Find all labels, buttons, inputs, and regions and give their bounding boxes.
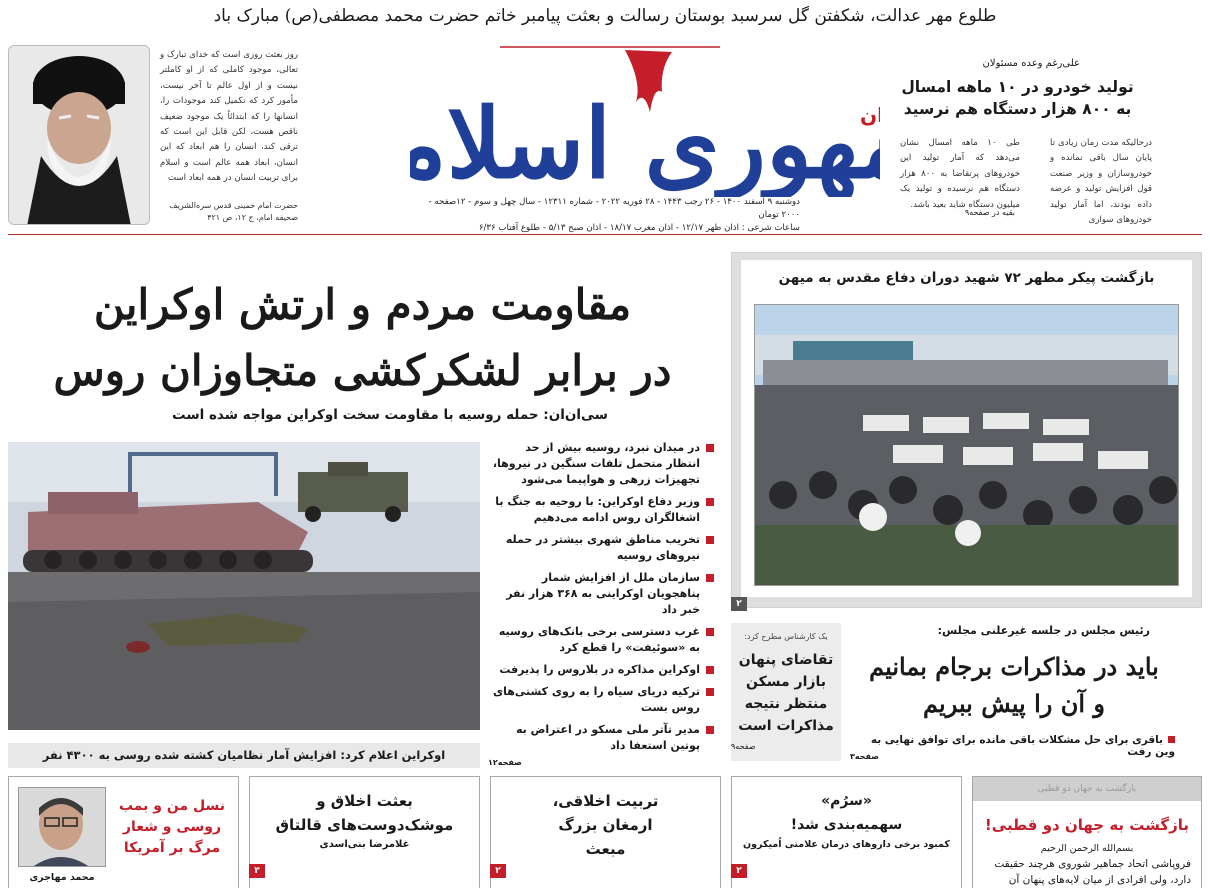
bullet-marker — [706, 666, 714, 674]
car-story-kicker: علی‌رغم وعده مسئولان — [982, 58, 1080, 69]
list-item[interactable]: تخریب مناطق شهری بیشتر در حمله نیروهای روسیه — [488, 532, 714, 564]
bullet-marker — [1168, 736, 1175, 743]
bethat-ethics-page-number: ۳ — [249, 864, 265, 878]
jcpoa-kicker: رئیس مجلس در جلسه غیرعلنی مجلس: — [937, 624, 1150, 637]
car-story-more: بقیه در صفحه۹ — [964, 208, 1015, 217]
list-item[interactable]: ترکیه دریای سیاه را به روی کشتی‌های روس بست — [488, 684, 714, 716]
funeral-photo — [754, 304, 1179, 586]
bipolar-world-text: فروپاشی اتحاد جماهیر شوروی هرچند حقیقت دارد، ولی افرادی از میان لایه‌های پنهان آن — [994, 858, 1191, 886]
bipolar-world-title: بازگشت به جهان دو قطبی! — [984, 816, 1190, 834]
jcpoa-headline: باید در مذاکرات برجام بمانیم و آن را پیش ببریم — [869, 652, 1159, 718]
housing-title: تقاضای پنهان بازار مسکن منتظر نتیجه مذاکرات است — [738, 652, 834, 734]
masthead-divider — [8, 234, 1202, 235]
pishkhan-label: ن — [860, 103, 878, 127]
bullet-marker — [706, 574, 714, 582]
car-story-title: تولید خودرو در ۱۰ ماهه امسال به ۸۰۰ هزار دستگاه هم نرسید — [901, 78, 1134, 118]
moral-education-page-number: ۲ — [490, 864, 506, 878]
moral-education-line2: ارمغان بزرگ — [558, 816, 653, 834]
war-photo — [8, 442, 480, 730]
bethat-ethics-author: غلامرضا بنی‌اسدی — [319, 839, 410, 850]
main-headline: مقاومت مردم و ارتش اوکراین در برابر لشکرکشی متجاوزان روس — [53, 280, 672, 395]
bullet-marker — [706, 444, 714, 452]
masthead-title: هوری اسلام — [410, 87, 860, 197]
issue-info — [410, 196, 800, 235]
jcpoa-page-ref: صفحه۳ — [850, 752, 879, 761]
bullet-marker — [706, 536, 714, 544]
main-story-bullets — [488, 440, 714, 760]
top-strap: طلوع مهر عدالت، شکفتن گل سرسبد بوستان رسالت و بعثت پیامبر خاتم حضرت محمد مصطفی(ص) مبارک باد — [213, 6, 997, 26]
imam-portrait-photo — [8, 45, 150, 225]
housing-kicker: یک کارشناس مطرح کرد: — [744, 632, 828, 641]
list-item[interactable]: وزیر دفاع اوکراین: با روحیه به جنگ با اشغالگران روس ادامه می‌دهیم — [488, 494, 714, 526]
my-generation-title: نسل من و بمب روسی و شعار مرگ بر آمریکا — [118, 798, 226, 856]
prayer-times-line: ساعات شرعی : اذان ظهر ۱۲/۱۷ - اذان مغرب ۱۸/۱۷ - اذان صبح ۵/۱۳ - طلوع آفتاب ۶/۳۶ — [478, 223, 800, 233]
serum-sub: کمبود برخی داروهای درمان علامتی اُمیکرون — [743, 839, 950, 850]
main-subhead: سی‌ان‌ان: حمله روسیه با مقاومت سخت اوکراین مواجه شده است — [172, 407, 608, 423]
car-story-column-left: طی ۱۰ ماهه امسال نشان می‌دهد که آمار تولید این خودروهای پرتقاضا به ۸۰۰ هزار دستگاه هم نرسیده و تولید یک میلیون دستگاه شاید بعید باشد. — [900, 138, 1021, 210]
bullet-marker — [706, 688, 714, 696]
bipolar-world-box — [972, 776, 1202, 888]
list-item[interactable]: غرب دسترسی برخی بانک‌های روسیه به «سوئیفت» را قطع کرد — [488, 624, 714, 656]
bipolar-world-band: بازگشت به جهان دو قطبی — [973, 777, 1201, 801]
main-story-page-ref: صفحه۱۲ — [488, 758, 522, 767]
masthead-logo — [410, 42, 880, 197]
car-story-column-right: درحالیکه مدت زمان زیادی تا پایان سال باقی نمانده و خودروسازان و وزیر صنعت قول افزایش تولید و عرضه داده بودند، اما آمار تولید خودروهای سواری — [1050, 138, 1152, 226]
pishkhan-site — [878, 138, 880, 154]
war-photo-caption: اوکراین اعلام کرد: افزایش آمار نظامیان کشته شده روسی به ۴۳۰۰ نفر — [8, 743, 480, 768]
author-photo — [18, 787, 106, 867]
imam-quote: روز بعثت روزی است که خدای تبارک و تعالی، موجود کاملی که از او کاملتر نیست و از اول عالم تا آخر نیست، مأمور کرد که تکمیل کند موجودات را، انسانها را که ابتدائاً یک موجود ضعیف ناقص هست، لکن قابل این است که ترقی کند، انسان را هم ابعاد که این انسان، ابعاد همه عالم است و اسلام برای تربیت انسان در همه ابعاد است — [160, 50, 298, 184]
moral-education-box — [490, 776, 721, 888]
list-item[interactable]: اوکراین مذاکره در بلاروس را پذیرفت — [488, 662, 714, 678]
bullet-marker — [706, 628, 714, 636]
serum-kicker: «سرُم» — [821, 793, 872, 809]
bethat-ethics-line1: بعثت اخلاق و — [316, 792, 413, 810]
list-item[interactable]: سازمان ملل از افزایش شمار پناهجویان اوکراینی به ۳۶۸ هزار نفر خبر داد — [488, 570, 714, 618]
serum-box — [731, 776, 962, 888]
moral-education-line3: مبعث — [585, 840, 626, 858]
imam-quote-source: حضرت امام خمینی قدس سره‌الشریف صحیفه امام، ج ۱۲، ص ۴۲۱ — [169, 201, 298, 222]
bullet-marker — [706, 726, 714, 734]
list-item[interactable]: مدیر تآتر ملی مسکو در اعتراض به پوتین استعفا داد — [488, 722, 714, 754]
list-item[interactable]: در میدان نبرد، روسیه بیش از حد انتظار متحمل تلفات سنگین در نیروها، تجهیزات زرهی و هواپیما می‌شود — [488, 440, 714, 488]
moral-education-line1: تربیت اخلاقی، — [552, 792, 659, 810]
funeral-title: بازگشت پیکر مطهر ۷۲ شهید دوران دفاع مقدس به میهن — [778, 270, 1155, 286]
bethat-ethics-box — [249, 776, 480, 888]
bullet-marker — [706, 498, 714, 506]
housing-page-ref: صفحه۹ — [731, 742, 756, 751]
jcpoa-subhead: باقری برای حل مشکلات باقی مانده برای توافق نهایی به وین رفت — [870, 734, 1175, 758]
bethat-ethics-line2: موشک‌دوست‌های قالتاق — [275, 816, 454, 834]
bipolar-world-basmala: بسم‌الله الرحمن الرحیم — [1040, 843, 1134, 854]
issue-date-line: دوشنبه ۹ اسفند ۱۴۰۰ - ۲۶ رجب ۱۴۴۳ - ۲۸ فوریه ۲۰۲۲ - شماره ۱۲۳۱۱ - سال چهل و سوم - ۱۲صفحه - ۲۰۰۰ تومان — [428, 197, 800, 220]
my-generation-author: محمد مهاجری — [29, 872, 95, 883]
funeral-page-number: ۲ — [731, 597, 747, 611]
serum-title: سهمیه‌بندی شد! — [790, 817, 903, 833]
serum-page-number: ۲ — [731, 864, 747, 878]
